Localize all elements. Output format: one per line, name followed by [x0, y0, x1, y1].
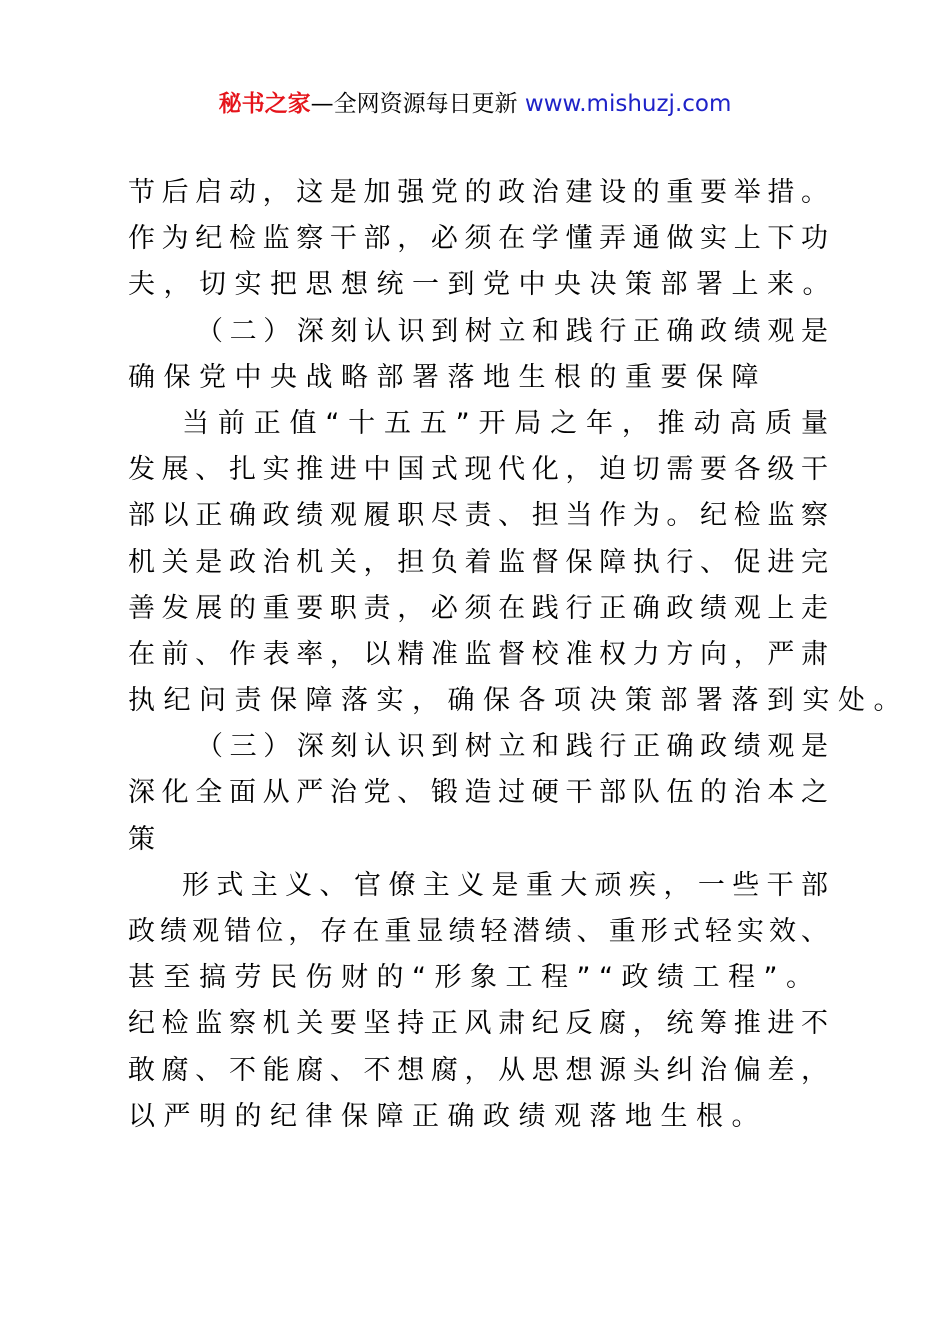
page-header: [0, 88, 950, 120]
text-line: 形式主义、官僚主义是重大顽疾，一些干部: [182, 869, 828, 901]
text-line: 敢腐、不能腐、不想腐，从思想源头纠治偏差，: [128, 1054, 828, 1086]
text-line: 部以正确政绩观履职尽责、担当作为。纪检监察: [128, 500, 828, 532]
section-heading: 深化全面从严治党、锻造过硬干部队伍的治本之: [128, 777, 828, 809]
text-line: 机关是政治机关，担负着监督保障执行、促进完: [128, 546, 828, 578]
text-line: 甚至搞劳民伤财的“形象工程”“政绩工程”。: [128, 962, 822, 994]
text-line: 节后启动，这是加强党的政治建设的重要举措。: [128, 177, 828, 208]
text-line: 作为纪检监察干部，必须在学懂弄通做实上下功: [128, 223, 828, 255]
text-line: 政绩观错位，存在重显绩轻潜绩、重形式轻实效、: [128, 916, 828, 947]
section-heading: 策: [128, 823, 164, 855]
document-body: [128, 170, 909, 1140]
text-line: 执纪问责保障落实，确保各项决策部署落到实处。: [128, 685, 909, 717]
text-line: 在前、作表率，以精准监督校准权力方向，严肃: [128, 638, 828, 670]
text-line: 善发展的重要职责，必须在践行正确政绩观上走: [128, 592, 828, 624]
brand-name: 秘书之家: [218, 91, 311, 117]
header-tagline: —全网资源每日更新: [310, 91, 525, 117]
text-line: 发展、扎实推进中国式现代化，迫切需要各级干: [128, 454, 828, 486]
text-line: 当前正值“十五五”开局之年，推动高质量: [182, 407, 828, 439]
site-url-link[interactable]: www.mishuzj.com: [524, 91, 732, 117]
text-line: 纪检监察机关要坚持正风肃纪反腐，统筹推进不: [128, 1008, 828, 1040]
section-heading: （三）深刻认识到树立和践行正确政绩观是: [196, 731, 828, 763]
section-heading: （二）深刻认识到树立和践行正确政绩观是: [196, 315, 828, 347]
text-line: 以严明的纪律保障正确政绩观落地生根。: [128, 1100, 767, 1132]
text-line: 夫，切实把思想统一到党中央决策部署上来。: [128, 269, 838, 301]
section-heading: 确保党中央战略部署落地生根的重要保障: [128, 361, 767, 393]
